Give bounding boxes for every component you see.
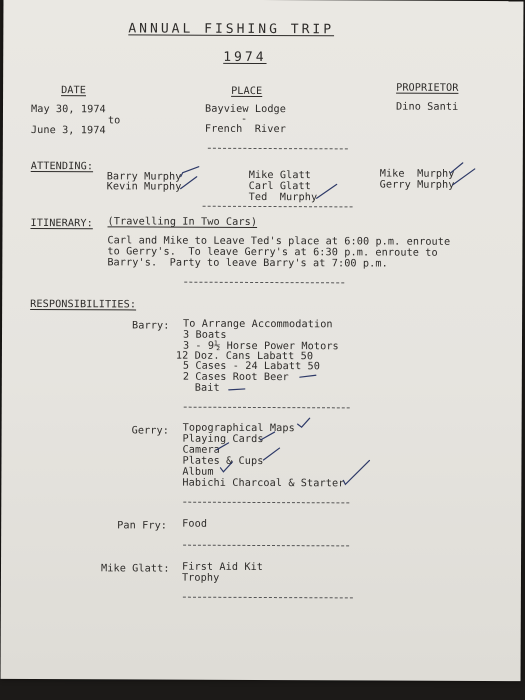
place-separator: -: [240, 113, 248, 125]
checkmark-icon: [259, 430, 277, 444]
checkmark-icon: [261, 446, 281, 464]
document-year: 1974: [223, 49, 267, 66]
attendee: Mike Glatt: [248, 169, 312, 182]
divider: [183, 597, 353, 599]
checkmark-icon: [341, 458, 371, 486]
itinerary-label: ITINERARY:: [30, 217, 93, 230]
divider: [203, 206, 353, 208]
divider: [184, 407, 350, 409]
responsible-person: Mike Glatt:: [100, 563, 170, 575]
document-sheet: [1, 0, 524, 681]
divider: [183, 545, 349, 547]
checkmark-icon: [179, 165, 203, 193]
attendee: Mike Murphy: [379, 168, 455, 180]
attending-label: ATTENDING:: [30, 160, 94, 173]
responsibility-item: 3 Boats: [182, 329, 227, 341]
checkmark-icon: [215, 440, 231, 454]
document-title: ANNUAL FISHING TRIP: [128, 21, 335, 38]
responsible-person: Barry:: [132, 320, 170, 332]
responsibility-item: First Aid Kit: [181, 561, 264, 574]
proprietor-name: Dino Santi: [395, 101, 459, 113]
responsibility-item: 3 - 9½ Horse Power Motors: [182, 340, 339, 353]
proprietor-heading: PROPRIETOR: [396, 82, 459, 94]
attendee: Carl Glatt: [248, 180, 312, 193]
place-river: French River: [204, 123, 286, 136]
itinerary-line: to Gerry's. To leave Gerry's at 6:30 p.m. enroute to: [107, 246, 438, 259]
divider: [183, 502, 349, 504]
responsibility-item: Habichi Charcoal & Starter: [182, 477, 345, 490]
responsibility-item: Topographical Maps: [182, 422, 295, 435]
end-date: June 3, 1974: [30, 124, 106, 137]
divider: [184, 282, 344, 284]
responsibility-item: To Arrange Accommodation: [183, 318, 333, 331]
checkmark-icon: [315, 180, 341, 202]
responsibility-item: 5 Cases - 24 Labatt 50: [182, 360, 321, 373]
responsibility-item: Camera: [182, 444, 220, 456]
checkmark-icon: [296, 416, 312, 430]
responsibility-item: Album: [182, 466, 214, 478]
responsibility-item: Plates & Cups: [182, 455, 264, 468]
attendee: Kevin Murphy: [106, 181, 182, 193]
checkmark-icon: [218, 460, 234, 476]
responsibility-item: Bait: [194, 382, 220, 394]
responsible-person: Gerry:: [131, 425, 170, 437]
date-to: to: [107, 115, 121, 127]
itinerary-line: Carl and Mike to Leave Ted's place at 6:00 p.m. enroute: [107, 235, 451, 248]
responsibilities-label: RESPONSIBILITIES:: [30, 298, 137, 311]
checkmark-icon: [449, 159, 479, 191]
responsibility-item: Trophy: [181, 572, 220, 584]
start-date: May 30, 1974: [30, 103, 106, 116]
divider: [208, 148, 348, 150]
responsibility-item: 2 Cases Root Beer: [182, 371, 289, 384]
place-heading: PLACE: [231, 85, 263, 97]
dash-mark-icon: [298, 372, 318, 380]
responsibility-item: Food: [182, 518, 208, 530]
attendee: Ted Murphy: [248, 191, 318, 204]
responsibility-item: 12 Doz. Cans Labatt 50: [175, 350, 314, 363]
place-lodge: Bayview Lodge: [204, 103, 287, 116]
dash-mark-icon: [227, 385, 247, 393]
attendee: Barry Murphy: [106, 171, 182, 183]
responsibility-item: Playing Cards: [182, 433, 264, 446]
date-heading: DATE: [61, 85, 87, 97]
itinerary-line: Barry's. Party to leave Barry's at 7:00 p.m.: [107, 257, 388, 270]
itinerary-subtitle: (Travelling In Two Cars): [107, 216, 258, 228]
attendee: Gerry Murphy: [379, 179, 455, 191]
responsible-person: Pan Fry:: [117, 520, 168, 532]
